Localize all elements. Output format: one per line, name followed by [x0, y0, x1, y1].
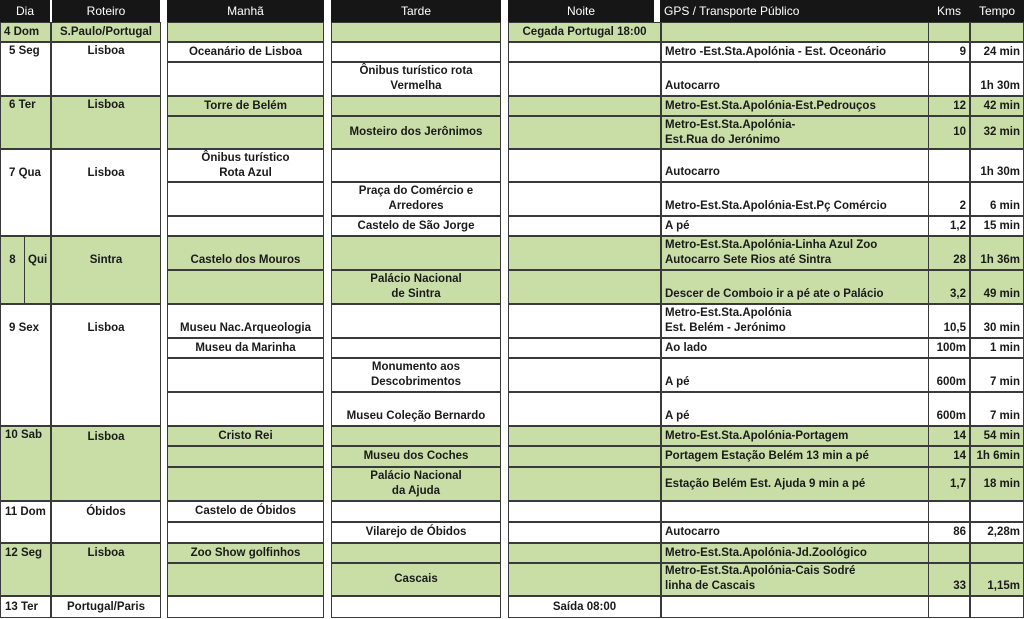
kms-cell: 2 — [928, 182, 970, 216]
gps-cell: Metro-Est.Sta.Apolónia-Est.Pedrouços — [661, 96, 929, 116]
day-cell: 10 Sab — [0, 426, 51, 501]
day-cell: 11 Dom — [0, 501, 51, 543]
tarde-cell — [331, 426, 501, 446]
tarde-cell — [331, 543, 501, 563]
manha-cell — [167, 522, 324, 543]
manha-cell — [167, 596, 324, 618]
manha-cell — [167, 62, 324, 96]
tarde-cell: Cascais — [331, 563, 501, 596]
gps-cell: A pé — [661, 392, 929, 426]
tarde-cell — [331, 304, 501, 338]
tempo-cell: 15 min — [970, 216, 1024, 236]
manha-cell: Ônibus turístico Rota Azul — [167, 149, 324, 182]
noite-cell — [508, 563, 661, 596]
noite-cell — [508, 446, 661, 467]
kms-cell — [928, 62, 970, 96]
noite-cell — [508, 358, 661, 392]
noite-cell — [508, 270, 661, 304]
kms-cell: 600m — [928, 358, 970, 392]
tarde-cell: Castelo de São Jorge — [331, 216, 501, 236]
tarde-cell: Museu dos Coches — [331, 446, 501, 467]
header-roteiro: Roteiro — [52, 0, 160, 22]
tarde-cell: Monumento aos Descobrimentos — [331, 358, 501, 392]
gps-cell: Metro-Est.Sta.Apolónia-Jd.Zoológico — [661, 543, 929, 563]
manha-cell — [167, 392, 324, 426]
manha-cell — [167, 216, 324, 236]
tempo-cell: 54 min — [970, 426, 1024, 446]
noite-cell — [508, 426, 661, 446]
tarde-cell — [331, 149, 501, 182]
tarde-cell — [331, 96, 501, 116]
tarde-cell — [331, 501, 501, 522]
kms-cell: 14 — [928, 446, 970, 467]
kms-cell: 600m — [928, 392, 970, 426]
kms-cell: 14 — [928, 426, 970, 446]
gps-cell: Ao lado — [661, 338, 929, 358]
gps-cell: Metro-Est.Sta.Apolónia-Cais Sodré linha de Cascais — [661, 563, 929, 596]
kms-cell: 3,2 — [928, 270, 970, 304]
kms-cell: 28 — [928, 236, 970, 270]
gps-cell: A pé — [661, 358, 929, 392]
manha-cell: Castelo dos Mouros — [167, 236, 324, 270]
header-tempo: Tempo — [970, 0, 1024, 22]
tarde-cell: Ônibus turístico rota Vermelha — [331, 62, 501, 96]
tarde-cell — [331, 338, 501, 358]
day-cell: 6 Ter — [0, 96, 51, 149]
day-cell: 9 Sex — [0, 304, 51, 426]
tempo-cell: 18 min — [970, 467, 1024, 501]
route-cell: Lisboa — [51, 96, 161, 149]
manha-cell — [167, 116, 324, 149]
route-cell: Lisboa — [51, 304, 161, 426]
day-cell: 13 Ter — [0, 596, 51, 618]
header-manha: Manhã — [167, 0, 324, 22]
tempo-cell: 2,28m — [970, 522, 1024, 543]
manha-cell: Castelo de Óbidos — [167, 501, 324, 522]
tempo-cell: 6 min — [970, 182, 1024, 216]
noite-cell: Cegada Portugal 18:00 — [508, 22, 661, 42]
manha-cell: Museu Nac.Arqueologia — [167, 304, 324, 338]
day-cell: 12 Seg — [0, 543, 51, 596]
route-cell: Lisboa — [51, 42, 161, 96]
tempo-cell — [970, 22, 1024, 42]
tarde-cell — [331, 596, 501, 618]
kms-cell — [928, 149, 970, 182]
gps-cell: Estação Belém Est. Ajuda 9 min a pé — [661, 467, 929, 501]
day-cell: Qui — [24, 236, 51, 304]
tempo-cell — [970, 543, 1024, 563]
noite-cell — [508, 62, 661, 96]
noite-cell — [508, 467, 661, 501]
noite-cell — [508, 338, 661, 358]
noite-cell: Saída 08:00 — [508, 596, 661, 618]
tarde-cell — [331, 22, 501, 42]
noite-cell — [508, 149, 661, 182]
gps-cell: Autocarro — [661, 522, 929, 543]
route-cell: S.Paulo/Portugal — [51, 22, 161, 42]
manha-cell — [167, 22, 324, 42]
noite-cell — [508, 304, 661, 338]
manha-cell: Torre de Belém — [167, 96, 324, 116]
manha-cell: Oceanário de Lisboa — [167, 42, 324, 62]
tempo-cell: 1 min — [970, 338, 1024, 358]
route-cell: Lisboa — [51, 149, 161, 236]
kms-cell: 1,2 — [928, 216, 970, 236]
tempo-cell: 1h 36m — [970, 236, 1024, 270]
tempo-cell: 1,15m — [970, 563, 1024, 596]
tempo-cell: 30 min — [970, 304, 1024, 338]
kms-cell: 86 — [928, 522, 970, 543]
gps-cell: Metro-Est.Sta.Apolónia-Est.Pç Comércio — [661, 182, 929, 216]
header-tarde: Tarde — [331, 0, 501, 22]
tempo-cell: 7 min — [970, 358, 1024, 392]
kms-cell: 100m — [928, 338, 970, 358]
gps-cell: Metro-Est.Sta.Apolónia Est. Belém - Jerónimo — [661, 304, 929, 338]
gps-cell: Autocarro — [661, 62, 929, 96]
gps-cell: Metro-Est.Sta.Apolónia- Est.Rua do Jerónimo — [661, 116, 929, 149]
manha-cell — [167, 358, 324, 392]
tarde-cell: Palácio Nacional de Sintra — [331, 270, 501, 304]
manha-cell — [167, 446, 324, 467]
noite-cell — [508, 236, 661, 270]
gps-cell: Metro-Est.Sta.Apolónia-Portagem — [661, 426, 929, 446]
route-cell: Óbidos — [51, 501, 161, 543]
day-cell: 8 — [0, 236, 25, 304]
noite-cell — [508, 392, 661, 426]
noite-cell — [508, 96, 661, 116]
day-cell: 5 Seg — [0, 42, 51, 96]
manha-cell — [167, 563, 324, 596]
kms-cell — [928, 543, 970, 563]
route-cell: Lisboa — [51, 426, 161, 501]
gps-cell: Descer de Comboio ir a pé ate o Palácio — [661, 270, 929, 304]
route-cell: Sintra — [51, 236, 161, 304]
noite-cell — [508, 543, 661, 563]
tempo-cell — [970, 596, 1024, 618]
gps-cell — [661, 22, 929, 42]
kms-cell: 33 — [928, 563, 970, 596]
tarde-cell: Praça do Comércio e Arredores — [331, 182, 501, 216]
route-cell: Lisboa — [51, 543, 161, 596]
manha-cell — [167, 270, 324, 304]
tempo-cell — [970, 501, 1024, 522]
gps-cell: Metro -Est.Sta.Apolónia - Est. Oceonário — [661, 42, 929, 62]
tarde-cell: Vilarejo de Óbidos — [331, 522, 501, 543]
noite-cell — [508, 42, 661, 62]
kms-cell — [928, 596, 970, 618]
gps-cell — [661, 596, 929, 618]
header-dia: Dia — [0, 0, 50, 22]
header-noite: Noite — [508, 0, 654, 22]
noite-cell — [508, 216, 661, 236]
noite-cell — [508, 116, 661, 149]
tempo-cell: 24 min — [970, 42, 1024, 62]
tempo-cell: 1h 6min — [970, 446, 1024, 467]
noite-cell — [508, 182, 661, 216]
manha-cell — [167, 467, 324, 501]
tempo-cell: 32 min — [970, 116, 1024, 149]
kms-cell — [928, 22, 970, 42]
manha-cell: Cristo Rei — [167, 426, 324, 446]
header-gps: GPS / Transporte Público — [660, 0, 928, 22]
tempo-cell: 42 min — [970, 96, 1024, 116]
gps-cell — [661, 501, 929, 522]
route-cell: Portugal/Paris — [51, 596, 161, 618]
kms-cell: 1,7 — [928, 467, 970, 501]
tempo-cell: 1h 30m — [970, 62, 1024, 96]
noite-cell — [508, 501, 661, 522]
kms-cell: 10 — [928, 116, 970, 149]
gps-cell: A pé — [661, 216, 929, 236]
tarde-cell: Mosteiro dos Jerônimos — [331, 116, 501, 149]
kms-cell: 10,5 — [928, 304, 970, 338]
gps-cell: Metro-Est.Sta.Apolónia-Linha Azul Zoo Autocarro Sete Rios até Sintra — [661, 236, 929, 270]
day-cell: 4 Dom — [0, 22, 51, 42]
kms-cell: 9 — [928, 42, 970, 62]
tempo-cell: 49 min — [970, 270, 1024, 304]
day-cell: 7 Qua — [0, 149, 51, 236]
noite-cell — [508, 522, 661, 543]
tarde-cell: Palácio Nacional da Ajuda — [331, 467, 501, 501]
tarde-cell: Museu Coleção Bernardo — [331, 392, 501, 426]
manha-cell: Zoo Show golfinhos — [167, 543, 324, 563]
tempo-cell: 7 min — [970, 392, 1024, 426]
gps-cell: Portagem Estação Belém 13 min a pé — [661, 446, 929, 467]
tempo-cell: 1h 30m — [970, 149, 1024, 182]
manha-cell — [167, 182, 324, 216]
tarde-cell — [331, 42, 501, 62]
manha-cell: Museu da Marinha — [167, 338, 324, 358]
kms-cell — [928, 501, 970, 522]
gps-cell: Autocarro — [661, 149, 929, 182]
kms-cell: 12 — [928, 96, 970, 116]
header-kms: Kms — [928, 0, 970, 22]
tarde-cell — [331, 236, 501, 270]
